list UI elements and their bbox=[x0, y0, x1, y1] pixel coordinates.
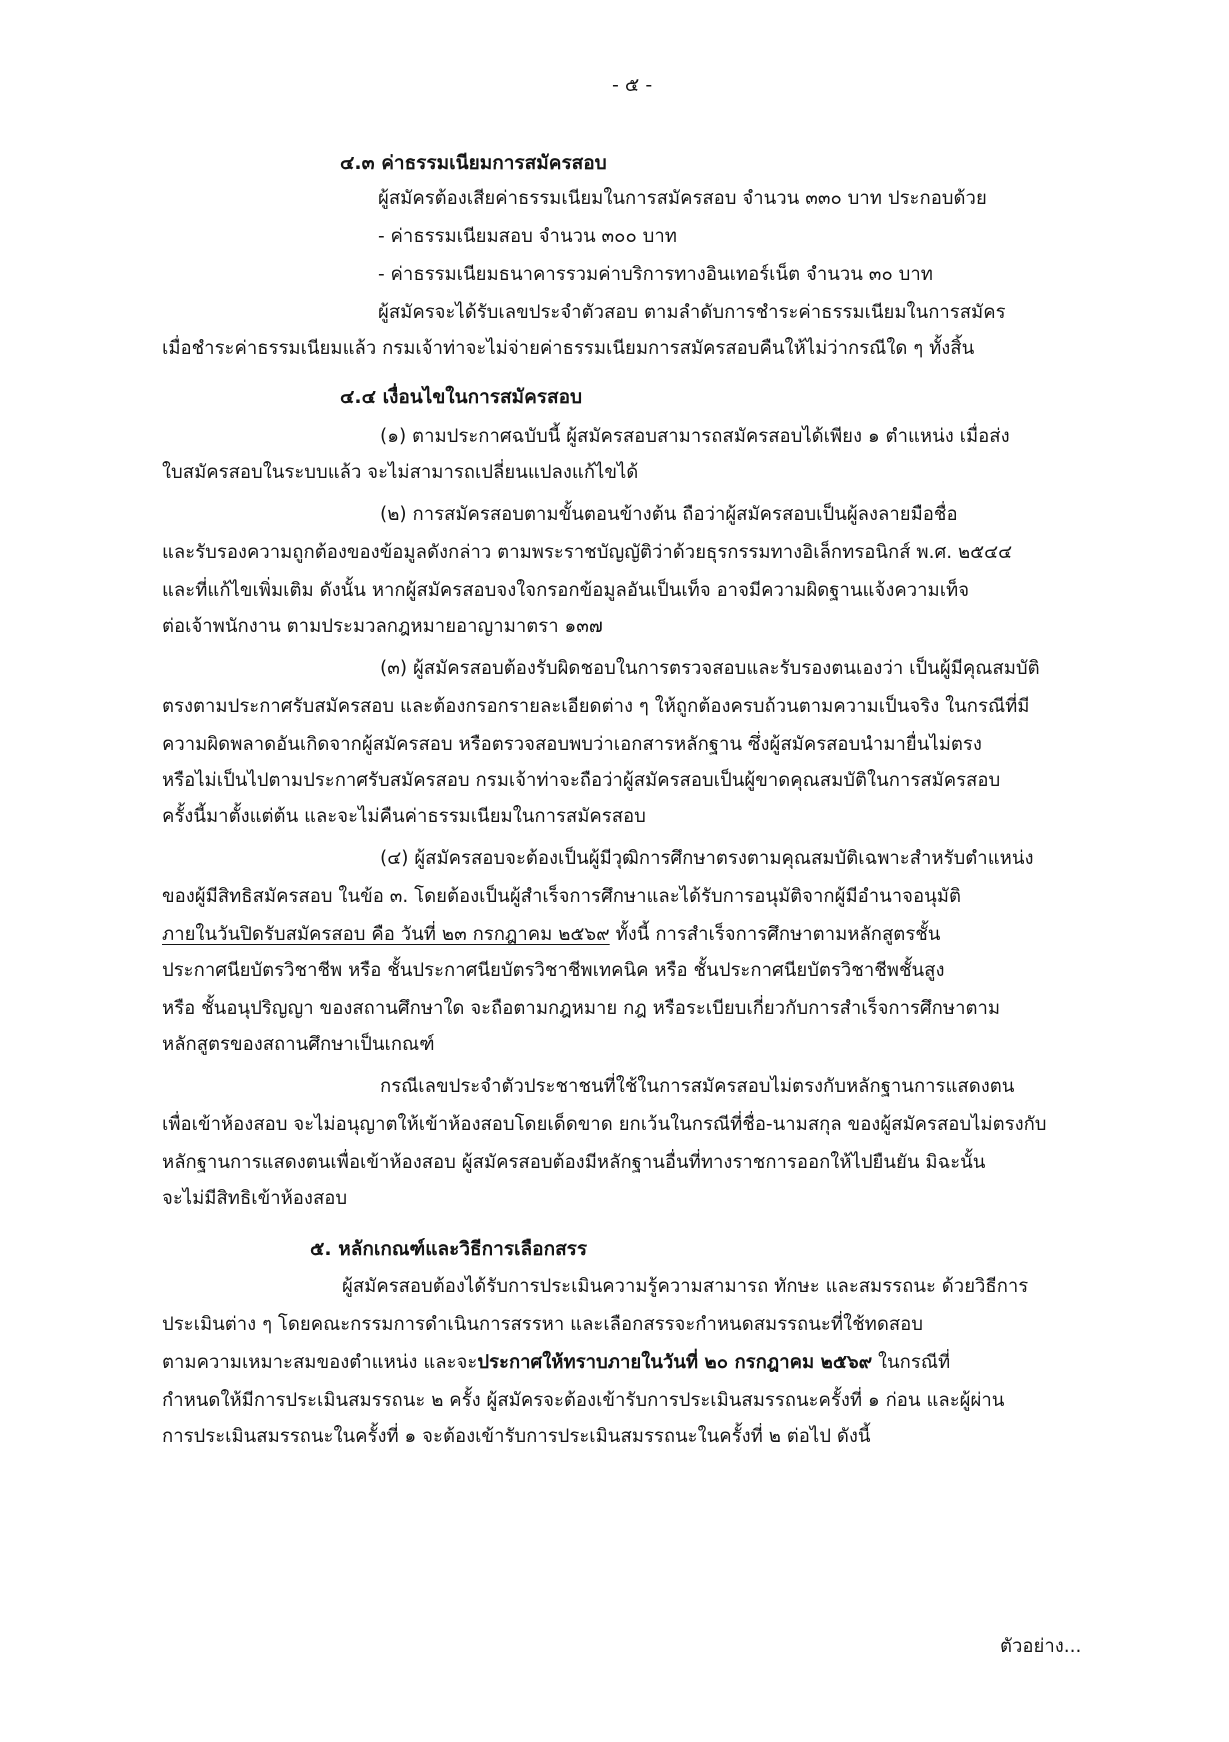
text-line: และที่แก้ไขเพิ่มเติม ดังนั้น หากผู้สมัครสอบจงใจกรอกข้อมูลอันเป็นเท็จ อาจมีความผิดฐานแจ้งความเท็จ bbox=[162, 580, 970, 601]
text-line: หรือ ชั้นอนุปริญญา ของสถานศึกษาใด จะถือตามกฎหมาย กฎ หรือระเบียบเกี่ยวกับการสำเร็จการศึกษาตาม bbox=[162, 998, 1001, 1019]
text-line: ใบสมัครสอบในระบบแล้ว จะไม่สามารถเปลี่ยนแปลงแก้ไขได้ bbox=[162, 462, 639, 483]
text-line: ตรงตามประกาศรับสมัครสอบ และต้องกรอกรายละเอียดต่าง ๆ ให้ถูกต้องครบถ้วนตามความเป็นจริง ในกรณีที่มี bbox=[162, 696, 1030, 717]
section-heading-4-4: ๔.๔ เงื่อนไขในการสมัครสอบ bbox=[340, 386, 583, 408]
section-heading-4-3: ๔.๓ ค่าธรรมเนียมการสมัครสอบ bbox=[340, 152, 607, 174]
page-number: - ๕ - bbox=[612, 74, 653, 96]
text-line: ผู้สมัครสอบต้องได้รับการประเมินความรู้ความสามารถ ทักษะ และสมรรถนะ ด้วยวิธีการ bbox=[342, 1276, 1029, 1297]
text-line: และรับรองความถูกต้องของข้อมูลดังกล่าว ตามพระราชบัญญัติว่าด้วยธุรกรรมทางอิเล็กทรอนิกส์ พ.ศ. ๒๕๔๔ bbox=[162, 542, 1013, 563]
text-line: ประกาศนียบัตรวิชาชีพ หรือ ชั้นประกาศนียบัตรวิชาชีพเทคนิค หรือ ชั้นประกาศนียบัตรวิชาชีพชั้นสูง bbox=[162, 960, 945, 981]
text-line: ประเมินต่าง ๆ โดยคณะกรรมการดำเนินการสรรหา และเลือกสรรจะกำหนดสมรรถนะที่ใช้ทดสอบ bbox=[162, 1314, 923, 1335]
text-line: ผู้สมัครต้องเสียค่าธรรมเนียมในการสมัครสอบ จำนวน ๓๓๐ บาท ประกอบด้วย bbox=[378, 188, 987, 209]
text-line: ต่อเจ้าพนักงาน ตามประมวลกฎหมายอาญามาตรา ๑๓๗ bbox=[162, 616, 603, 637]
text-line: เมื่อชำระค่าธรรมเนียมแล้ว กรมเจ้าท่าจะไม่จ่ายค่าธรรมเนียมการสมัครสอบคืนให้ไม่ว่ากรณีใด ๆ ทั้งสิ้น bbox=[162, 338, 975, 359]
underlined-deadline: ภายในวันปิดรับสมัครสอบ คือ วันที่ ๒๓ กรกฎาคม ๒๕๖๙ bbox=[162, 924, 610, 945]
text-line: ผู้สมัครจะได้รับเลขประจำตัวสอบ ตามลำดับการชำระค่าธรรมเนียมในการสมัคร bbox=[378, 302, 1006, 323]
text-line: (๒) การสมัครสอบตามขั้นตอนข้างต้น ถือว่าผู้สมัครสอบเป็นผู้ลงลายมือชื่อ bbox=[380, 504, 958, 525]
text-line: (๔) ผู้สมัครสอบจะต้องเป็นผู้มีวุฒิการศึกษาตรงตามคุณสมบัติเฉพาะสำหรับตำแหน่ง bbox=[380, 848, 1034, 869]
text-line: การประเมินสมรรถนะในครั้งที่ ๑ จะต้องเข้ารับการประเมินสมรรถนะในครั้งที่ ๒ ต่อไป ดังนี้ bbox=[162, 1426, 871, 1447]
text-line: หลักสูตรของสถานศึกษาเป็นเกณฑ์ bbox=[162, 1034, 435, 1055]
text-span: ตามความเหมาะสมของตำแหน่ง และจะ bbox=[162, 1352, 478, 1373]
text-line: - ค่าธรรมเนียมสอบ จำนวน ๓๐๐ บาท bbox=[378, 226, 677, 247]
text-line: (๑) ตามประกาศฉบับนี้ ผู้สมัครสอบสามารถสมัครสอบได้เพียง ๑ ตำแหน่ง เมื่อส่ง bbox=[380, 426, 1010, 447]
section-heading-5: ๕. หลักเกณฑ์และวิธีการเลือกสรร bbox=[310, 1238, 588, 1260]
text-line: เพื่อเข้าห้องสอบ จะไม่อนุญาตให้เข้าห้องสอบโดยเด็ดขาด ยกเว้นในกรณีที่ชื่อ-นามสกุล ของผู้สมัครสอบไม่ตรงกับ bbox=[162, 1114, 1047, 1135]
text-line: ของผู้มีสิทธิสมัครสอบ ในข้อ ๓. โดยต้องเป็นผู้สำเร็จการศึกษาและได้รับการอนุมัติจากผู้มีอำนาจอนุมัติ bbox=[162, 886, 961, 907]
text-line: ครั้งนี้มาตั้งแต่ต้น และจะไม่คืนค่าธรรมเนียมในการสมัครสอบ bbox=[162, 806, 646, 827]
text-line: หลักฐานการแสดงตนเพื่อเข้าห้องสอบ ผู้สมัครสอบต้องมีหลักฐานอื่นที่ทางราชการออกให้ไปยืนยัน มิฉะนั้น bbox=[162, 1152, 986, 1173]
text-line: - ค่าธรรมเนียมธนาคารรวมค่าบริการทางอินเทอร์เน็ต จำนวน ๓๐ บาท bbox=[378, 264, 933, 285]
continuation-note: ตัวอย่าง... bbox=[1000, 1636, 1082, 1657]
text-line: กำหนดให้มีการประเมินสมรรถนะ ๒ ครั้ง ผู้สมัครจะต้องเข้ารับการประเมินสมรรถนะครั้งที่ ๑ ก่อน และผู้ผ่าน bbox=[162, 1390, 1005, 1411]
text-span: ทั้งนี้ การสำเร็จการศึกษาตามหลักสูตรชั้น bbox=[609, 924, 941, 945]
text-line: กรณีเลขประจำตัวประชาชนที่ใช้ในการสมัครสอบไม่ตรงกับหลักฐานการแสดงตน bbox=[380, 1076, 1015, 1097]
text-line: จะไม่มีสิทธิเข้าห้องสอบ bbox=[162, 1188, 348, 1209]
bold-announcement-date: ประกาศให้ทราบภายในวันที่ ๒๐ กรกฎาคม ๒๕๖๙ bbox=[477, 1352, 873, 1373]
text-line: (๓) ผู้สมัครสอบต้องรับผิดชอบในการตรวจสอบและรับรองตนเองว่า เป็นผู้มีคุณสมบัติ bbox=[380, 658, 1040, 679]
text-line: ความผิดพลาดอันเกิดจากผู้สมัครสอบ หรือตรวจสอบพบว่าเอกสารหลักฐาน ซึ่งผู้สมัครสอบนำมายื่นไม่ตรง bbox=[162, 734, 982, 755]
text-line bbox=[162, 920, 940, 950]
text-line: หรือไม่เป็นไปตามประกาศรับสมัครสอบ กรมเจ้าท่าจะถือว่าผู้สมัครสอบเป็นผู้ขาดคุณสมบัติในการสมัครสอบ bbox=[162, 770, 1001, 791]
text-line bbox=[162, 1348, 950, 1378]
text-span: ในกรณีที่ bbox=[872, 1352, 951, 1373]
